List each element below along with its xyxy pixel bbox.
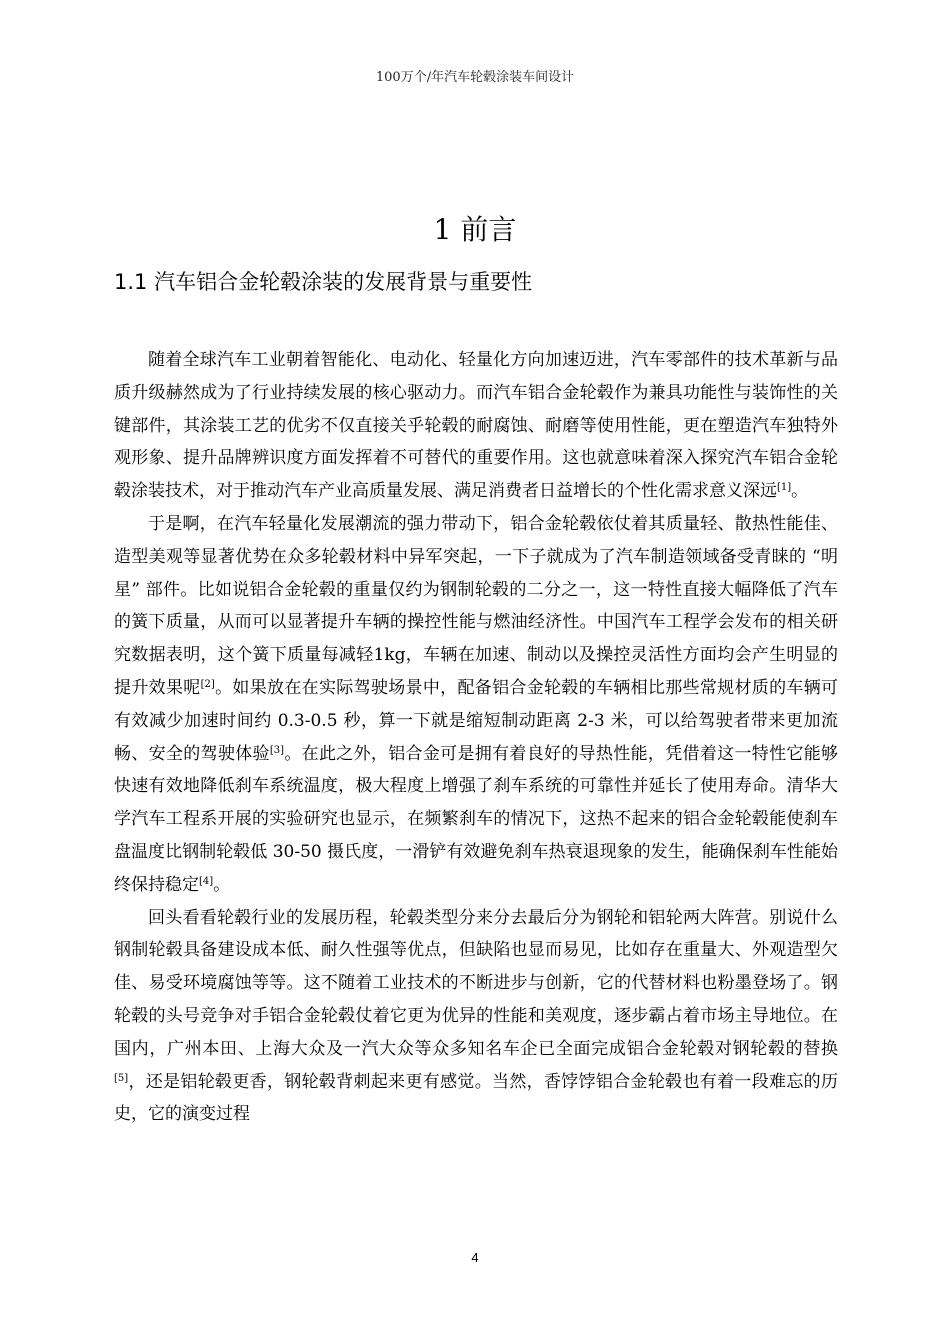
body-text xyxy=(114,344,838,1131)
paragraph-text: 。如果放在在实际驾驶场景中，配备铝合金轮毂的车辆相比那些常规材质的车辆可有效减少加速时间约 0.3-0.5 秒，算一下就是缩短制动距离 2-3 米，可以给驾驶者带来更加流畅、安全的驾驶体验 xyxy=(114,677,839,764)
page-number: 4 xyxy=(471,1250,479,1265)
citation-ref: [4] xyxy=(199,875,214,887)
paragraph-text: ，还是铝轮毂更香，钢轮毂背刺起来更有感觉。当然，香饽饽铝合金轮毂也有着一段难忘的历史，它的演变过程 xyxy=(114,1071,838,1125)
running-header: 100万个/年汽车轮毂涂装车间设计 xyxy=(375,70,575,85)
paragraph-2 xyxy=(114,508,838,902)
paragraph-text: 。在此之外，铝合金可是拥有着良好的导热性能，凭借着这一特性它能够快速有效地降低刹车系统温度，极大程度上增强了刹车系统的可靠性并延长了使用寿命。清华大学汽车工程系开展的实验研究也显示，在频繁刹车的情况下，这热不起来的铝合金轮毂能使刹车盘温度比钢制轮毂低 30-50 摄氏度，一滑铲有效避免刹车热衰退现象的发生，能确保刹车性能始终保持稳定 xyxy=(114,743,839,895)
chapter-title: 1 前言 xyxy=(433,213,517,246)
paragraph-text: 。 xyxy=(791,481,809,502)
citation-ref: [1] xyxy=(777,482,792,494)
paragraph-1 xyxy=(114,344,838,508)
citation-ref: [3] xyxy=(269,744,284,756)
section-heading: 1.1 汽车铝合金轮毂涂装的发展背景与重要性 xyxy=(114,270,533,294)
paragraph-text: 于是啊，在汽车轻量化发展潮流的强力带动下，铝合金轮毂依仗着其质量轻、散热性能佳、造型美观等显著优势在众多轮毂材料中异军突起，一下子就成为了汽车制造领域备受青睐的 “明星” 部件。比如说铝合金轮毂的重量仅约为钢制轮毂的二分之一，这一特性直接大幅降低了汽车的簧下质量，从而可以显著提升车辆的操控性能与燃油经济性。中国汽车工程学会发布的相关研究数据表明，这个簧下质量每减轻1kg，车辆在加速、制动以及操控灵活性方面均会产生明显的提升效果呢 xyxy=(114,513,838,698)
paragraph-3 xyxy=(114,902,838,1132)
paragraph-text: 。 xyxy=(213,874,231,895)
citation-ref: [5] xyxy=(114,1072,129,1084)
paragraph-text: 随着全球汽车工业朝着智能化、电动化、轻量化方向加速迈进，汽车零部件的技术革新与品质升级赫然成为了行业持续发展的核心驱动力。而汽车铝合金轮毂作为兼具功能性与装饰性的关键部件，其涂装工艺的优劣不仅直接关乎轮毂的耐腐蚀、耐磨等使用性能，更在塑造汽车独特外观形象、提升品牌辨识度方面发挥着不可替代的重要作用。这也就意味着深入探究汽车铝合金轮毂涂装技术，对于推动汽车产业高质量发展、满足消费者日益增长的个性化需求意义深远 xyxy=(114,350,838,502)
citation-ref: [2] xyxy=(200,678,215,690)
paragraph-text: 回头看看轮毂行业的发展历程，轮毂类型分来分去最后分为钢轮和铝轮两大阵营。别说什么钢制轮毂具备建设成本低、耐久性强等优点，但缺陷也显而易见，比如存在重量大、外观造型欠佳、易受环境腐蚀等等。这不随着工业技术的不断进步与创新，它的代替材料也粉墨登场了。钢轮毂的头号竞争对手铝合金轮毂仗着它更为优异的性能和美观度，逐步霸占着市场主导地位。在国内，广州本田、上海大众及一汽大众等众多知名车企已全面完成铝合金轮毂对钢轮毂的替换 xyxy=(114,907,838,1059)
